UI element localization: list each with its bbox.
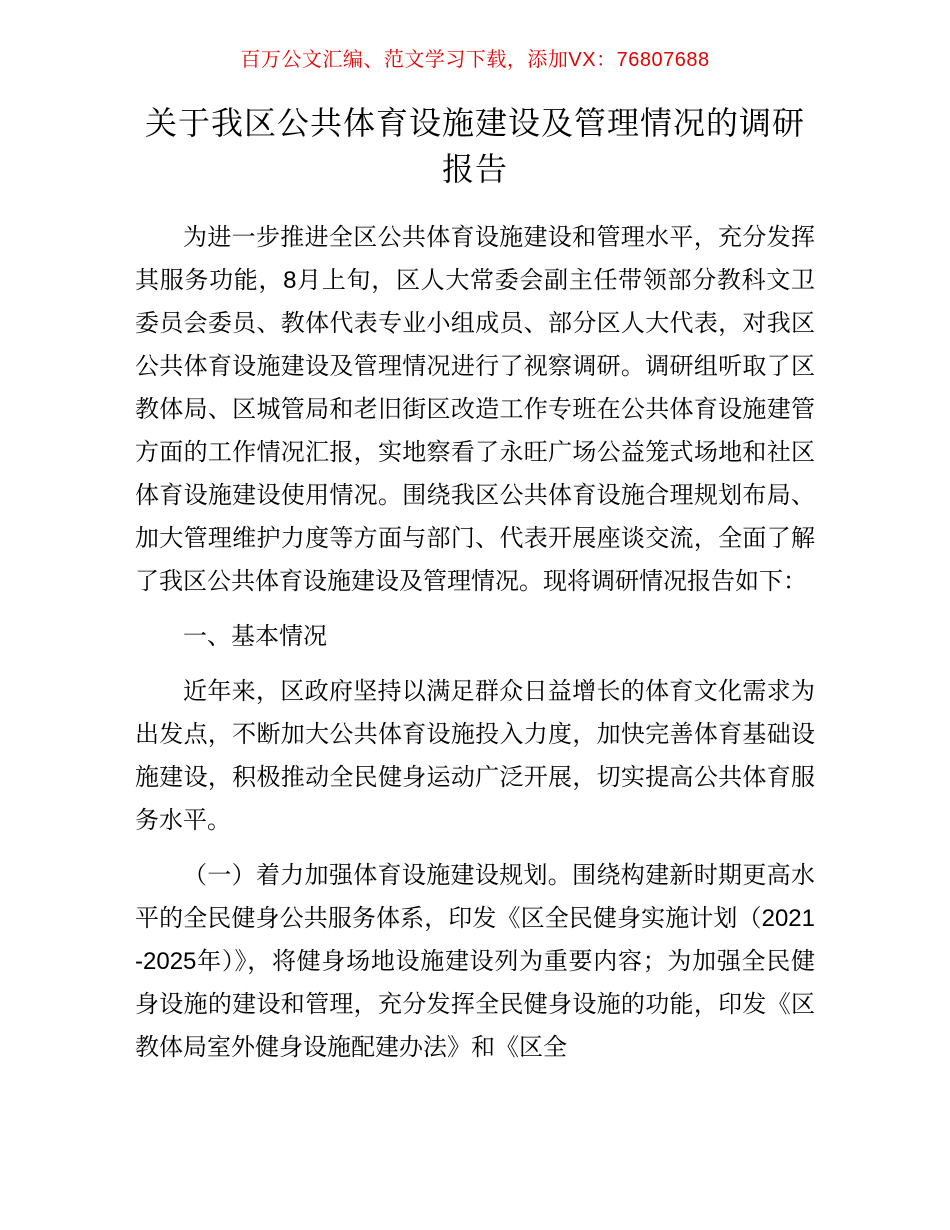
section-1-lead-paragraph: 近年来，区政府坚持以满足群众日益增长的体育文化需求为出发点，不断加大公共体育设施投入力度，加快完善体育基础设施建设，积极推动全民健身运动广泛开展，切实提高公共体育服务水平。 xyxy=(135,678,815,834)
section-1-heading: 一、基本情况 xyxy=(183,623,327,650)
intro-paragraph: 为进一步推进全区公共体育设施建设和管理水平，充分发挥其服务功能，8月上旬，区人大常委会副主任带领部分教科文卫委员会委员、教体代表专业小组成员、部分区人大代表，对我区公共体育设施建设及管理情况进行了视察调研。调研组听取了区教体局、区城管局和老旧街区改造工作专班在公共体育设施建管方面的工作情况汇报，实地察看了永旺广场公益笼式场地和社区体育设施建设使用情况。围绕我区公共体育设施合理规划布局、加大管理维护力度等方面与部门、代表开展座谈交流，全面了解了我区公共体育设施建设及管理情况。现将调研情况报告如下： xyxy=(135,224,815,595)
section-1-item-1-paragraph: （一）着力加强体育设施建设规划。围绕构建新时期更高水平的全民健身公共服务体系，印发《区全民健身实施计划（2021-2025年）》，将健身场地设施建设列为重要内容；为加强全民健身设施的建设和管理，充分发挥全民健身设施的功能，印发《区教体局室外健身设施配建办法》和《区全 xyxy=(135,862,815,1061)
promo-header-text: 百万公文汇编、范文学习下载，添加VX：76807688 xyxy=(240,49,710,71)
document-title: 关于我区公共体育设施建设及管理情况的调研报告 xyxy=(144,105,805,187)
document-body xyxy=(135,216,815,1069)
